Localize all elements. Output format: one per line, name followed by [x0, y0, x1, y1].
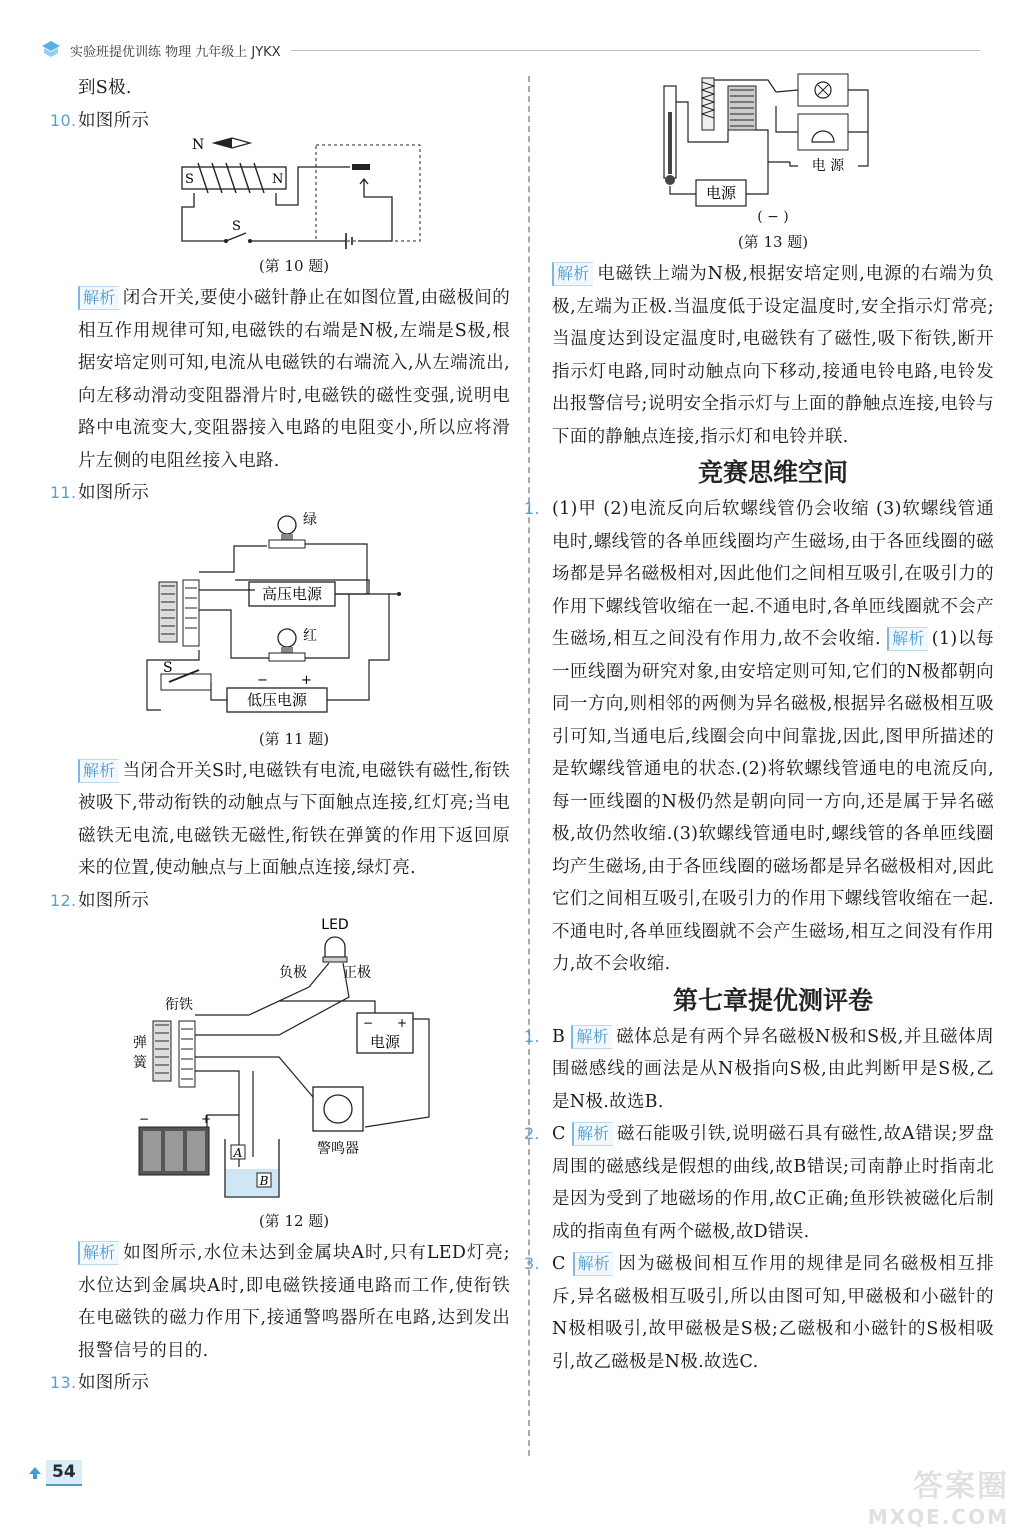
- page-arrow-icon: [28, 1466, 42, 1480]
- q12-analysis: 解析 如图所示,水位未达到金属块A时,只有LED灯亮;水位达到金属块A时,即电磁铁接通电路而工作,使衔铁在电磁铁的磁力作用下,接通警鸣器所在电路,达到发出报警信号的目的.: [78, 1243, 510, 1361]
- watermark-line1: 答案圈: [913, 1469, 1009, 1504]
- q13-prompt: 13.如图所示: [78, 1367, 510, 1400]
- q12-armature-label: 衔铁: [165, 997, 193, 1013]
- left-column: [50, 72, 510, 1400]
- q11-switch-label: S: [163, 659, 173, 676]
- q10-coil-n-label: N: [272, 172, 284, 187]
- q11-caption: (第 11 题): [258, 729, 330, 748]
- q12-source-label: 电源: [369, 1033, 401, 1051]
- chapter7-q1-number: 1.: [524, 1026, 540, 1046]
- q13-polarity: ( − ): [757, 209, 789, 225]
- q12-minus-label: −: [363, 1016, 374, 1030]
- q12-figure: [129, 917, 459, 1207]
- q11-prompt: 11.如图所示: [78, 477, 510, 510]
- q12-b-label: B: [259, 1174, 269, 1188]
- q11-plus-label: +: [301, 672, 312, 688]
- chapter7-q3-tag: 解析: [573, 1252, 614, 1276]
- q11-green-label: 绿: [303, 511, 317, 528]
- chapter7-q2-number: 2.: [524, 1124, 540, 1143]
- q11-analysis-tag: 解析: [78, 759, 119, 783]
- header-rule: [291, 50, 980, 51]
- q12-spring2-label: 簧: [133, 1055, 147, 1071]
- q12-bat-plus-label: +: [201, 1112, 212, 1126]
- q10-prompt: 10.如图所示: [78, 105, 510, 138]
- q13-caption: (第 13 题): [737, 233, 809, 251]
- q11-lv-label: 低压电源: [246, 690, 308, 709]
- chapter7-q3: 3. C 解析 因为磁极间相互作用的规律是同名磁极相互排斥,异名磁极相互吸引,所以由图可知,甲磁极和小磁针的N极相吸引,故甲磁极是S极;乙磁极和小磁针的S极相吸引,故乙磁极是N极.故选C.: [552, 1248, 994, 1378]
- q10-n-label: N: [192, 137, 205, 153]
- page-header: [40, 36, 980, 64]
- watermark: [867, 1469, 1009, 1532]
- section-title-chapter7: 第七章提优测评卷: [672, 985, 873, 1015]
- q12-neg-label: 负极: [279, 965, 307, 981]
- q10-number: 10.: [50, 110, 77, 130]
- right-column: [524, 72, 994, 1378]
- chapter7-q2-tag: 解析: [572, 1122, 613, 1146]
- q13-analysis-tag: 解析: [552, 262, 593, 286]
- q11-hv-label: 高压电源: [261, 584, 323, 603]
- section1-q1: 1. (1)甲 (2)电流反向后软螺线管仍会收缩 (3)软螺线管通电时,螺线管的各单匝线圈均产生磁场,由于各匝线圈的磁场都是异名磁极相对,因此他们之间相互吸引,在吸引力的作用下螺线管收缩在一起.不通电时,各单匝线圈就不会产生磁场,相互之间没有作用力,故不会收缩. 解析 (1)以每一匝线圈为研究对象,由安培定则可知,它们的N极都朝向同一方向,则相邻的两侧为异名磁极,根据异名磁极相互吸引可知,当通电后,线圈会向中间靠拢,因此,图甲所描述的是软螺线管通电的状态.(2)将软螺线管通电的电流反向,每一匝线圈的N极仍然是朝向同一方向,还是属于异名磁极,故仍然收缩.(3)软螺线管通电时,螺线管的各单匝线圈均产生磁场,由于各匝线圈的磁场都是异名磁极相对,因此它们之间相互吸引,在吸引力的作用下螺线管收缩在一起.不通电时,各单匝线圈就不会产生磁场,相互之间没有作用力,故不会收缩.: [552, 493, 994, 981]
- chapter7-q2: 2. C 解析 磁石能吸引铁,说明磁石具有磁性,故A错误;罗盘周围的磁感线是假想的曲线,故B错误;司南静止时指南北是因为受到了地磁场的作用,故C正确;鱼形铁被磁化后制成的指南鱼有两个磁极,故D错误.: [552, 1118, 994, 1248]
- chapter7-q3-number: 3.: [524, 1254, 540, 1273]
- q11-red-label: 红: [303, 627, 317, 644]
- q11-number: 11.: [50, 483, 77, 502]
- q13-figure: [658, 72, 888, 212]
- q12-caption: (第 12 题): [258, 1212, 330, 1230]
- q12-plus-label: +: [397, 1016, 408, 1030]
- q12-prompt: 12.如图所示: [78, 885, 510, 918]
- section-title-competition: 竞赛思维空间: [697, 458, 848, 487]
- q9-tail: 到S极.: [78, 78, 132, 98]
- chapter7-q1: 1. B 解析 磁体总是有两个异名磁极N极和S极,并且磁体周围磁感线的画法是从N极指向S极,由此判断甲是S极,乙是N极.故选B.: [552, 1021, 994, 1119]
- chapter7-q1-tag: 解析: [571, 1025, 612, 1049]
- book-logo-icon: [40, 39, 62, 61]
- q10-s-label: S: [185, 172, 194, 187]
- header-title: 实验班提优训练 物理 九年级上 JYKX: [70, 44, 281, 60]
- q11-minus-label: −: [257, 672, 268, 688]
- watermark-line2: MXQE.COM: [867, 1505, 1009, 1529]
- q10-figure: [164, 137, 424, 252]
- q13-source2-label: 电 源: [811, 158, 845, 174]
- page-number: [28, 1460, 82, 1486]
- q12-analysis-tag: 解析: [78, 1241, 119, 1265]
- q12-number: 12.: [50, 890, 77, 910]
- q13-analysis: 解析 电磁铁上端为N极,根据安培定则,电源的右端为负极,左端为正极.当温度低于设定温度时,安全指示灯常亮;当温度达到设定温度时,电磁铁有了磁性,吸下衔铁,断开指示灯电路,同时动触点向下移动,接通电铃电路,电铃发出报警信号;说明安全指示灯与上面的静触点连接,电铃与下面的静触点连接,指示灯和电铃并联.: [552, 264, 994, 447]
- q12-alarm-label: 警鸣器: [317, 1141, 359, 1157]
- q11-figure: [139, 510, 449, 725]
- q12-led-label: LED: [321, 917, 349, 933]
- q10-caption: (第 10 题): [258, 257, 330, 275]
- q13-number: 13.: [50, 1373, 77, 1392]
- q10-analysis-tag: 解析: [78, 286, 119, 310]
- q12-pos-label: 正极: [343, 965, 371, 981]
- q12-spring1-label: 弹: [133, 1035, 147, 1051]
- section1-q1-tag: 解析: [887, 627, 928, 651]
- q10-analysis: 解析 闭合开关,要使小磁针静止在如图位置,由磁极间的相互作用规律可知,电磁铁的右端是N极,左端是S极,根据安培定则可知,电流从电磁铁的右端流入,从左端流出,向左移动滑动变阻器滑片时,电磁铁的磁性变强,说明电路中电流变大,变阻器接入电路的电阻变小,所以应将滑片左侧的电阻丝接入电路.: [78, 288, 510, 471]
- page-number-value: 54: [46, 1460, 82, 1486]
- q12-a-label: A: [233, 1146, 243, 1160]
- q10-switch-label: S: [232, 219, 241, 234]
- section1-q1-number: 1.: [524, 499, 540, 518]
- q13-source1-label: 电源: [705, 184, 737, 202]
- q12-bat-minus-label: −: [139, 1112, 150, 1126]
- q11-analysis: 解析 当闭合开关S时,电磁铁有电流,电磁铁有磁性,衔铁被吸下,带动衔铁的动触点与下面触点连接,红灯亮;当电磁铁无电流,电磁铁无磁性,衔铁在弹簧的作用下返回原来的位置,使动触点与上面触点连接,绿灯亮.: [78, 760, 510, 878]
